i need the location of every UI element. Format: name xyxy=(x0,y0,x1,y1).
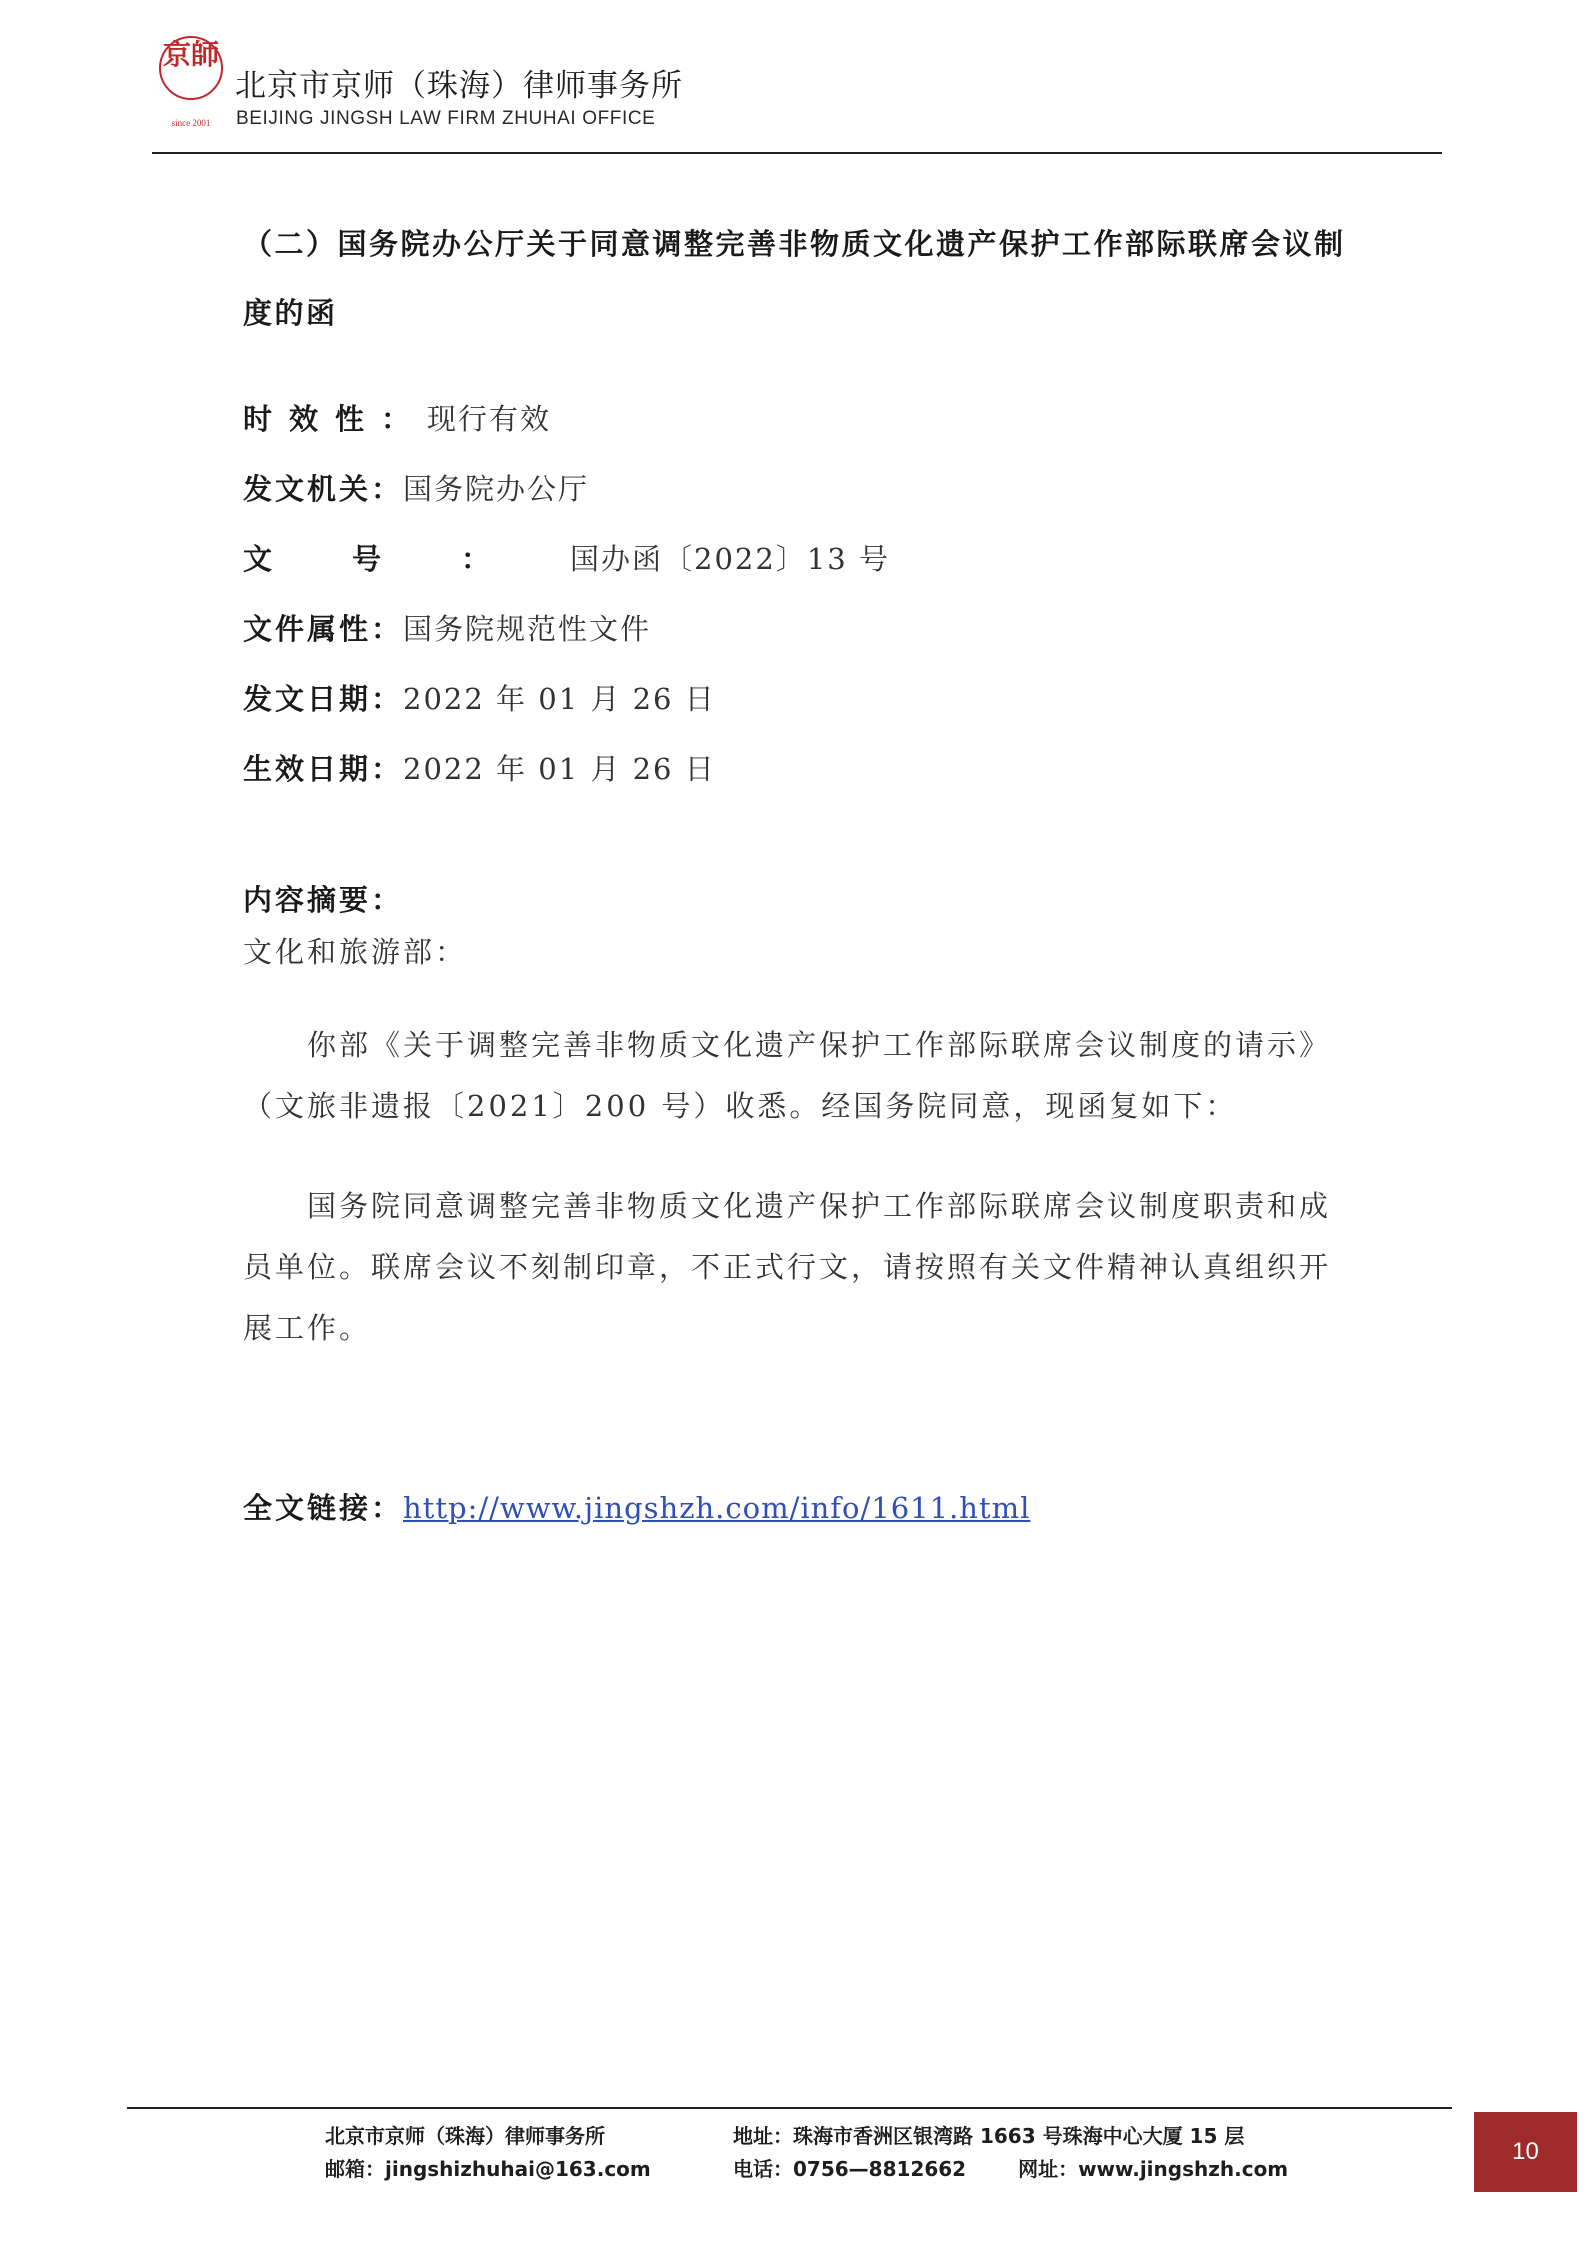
logo-mark-text: 京師 xyxy=(162,38,220,71)
meta-label: 文号： xyxy=(243,542,571,576)
meta-label: 发文日期： xyxy=(243,682,404,716)
document-body xyxy=(243,210,1353,1536)
logo-since-text: since 2001 xyxy=(171,118,211,128)
meta-row-issuer xyxy=(243,454,1353,524)
meta-label: 文件属性： xyxy=(243,612,404,646)
document-title: （二）国务院办公厅关于同意调整完善非物质文化遗产保护工作部际联席会议制度的函 xyxy=(243,227,1346,330)
meta-value: 2022 年 01 月 26 日 xyxy=(403,682,716,716)
body-paragraph: 你部《关于调整完善非物质文化遗产保护工作部际联席会议制度的请示》（文旅非遗报〔2021〕200 号）收悉。经国务院同意，现函复如下： xyxy=(243,1028,1332,1123)
meta-row-issue-date xyxy=(243,664,1353,734)
salutation: 文化和旅游部： xyxy=(243,935,468,969)
firm-logo-icon xyxy=(158,30,224,130)
document-metadata xyxy=(243,384,1353,804)
meta-value: 国务院办公厅 xyxy=(403,472,590,506)
meta-row-effective-date xyxy=(243,734,1353,804)
summary-heading: 内容摘要： xyxy=(243,883,404,917)
firm-name-cn: 北京市京师（珠海）律师事务所 xyxy=(235,68,683,104)
full-text-link-row xyxy=(243,1480,1353,1536)
footer-divider xyxy=(127,2107,1452,2109)
header-divider xyxy=(152,152,1442,154)
full-text-link-label: 全文链接： xyxy=(243,1491,404,1525)
meta-value: 国办函〔2022〕13 号 xyxy=(570,542,890,576)
footer-phone: 电话：0756—8812662 xyxy=(733,2157,967,2181)
meta-value: 国务院规范性文件 xyxy=(403,612,652,646)
meta-value: 2022 年 01 月 26 日 xyxy=(403,752,716,786)
meta-label: 发文机关： xyxy=(243,472,404,506)
page-number-badge xyxy=(1474,2112,1577,2192)
footer-right xyxy=(733,2120,1288,2186)
meta-row-doc-type xyxy=(243,594,1353,664)
page-number: 10 xyxy=(1512,2138,1539,2165)
meta-row-doc-number xyxy=(243,524,1353,594)
meta-label: 时效性： xyxy=(243,402,428,436)
firm-name-en: BEIJING JINGSH LAW FIRM ZHUHAI OFFICE xyxy=(236,108,656,129)
footer-website: 网址：www.jingshzh.com xyxy=(1018,2157,1289,2181)
meta-row-validity xyxy=(243,384,1353,454)
letterhead xyxy=(152,28,1442,153)
meta-value: 现行有效 xyxy=(427,402,552,436)
footer-firm-name: 北京市京师（珠海）律师事务所 xyxy=(325,2124,605,2148)
full-text-link[interactable]: http://www.jingshzh.com/info/1611.html xyxy=(403,1491,1031,1525)
footer-address: 地址：珠海市香洲区银湾路 1663 号珠海中心大厦 15 层 xyxy=(733,2124,1245,2148)
body-paragraph: 国务院同意调整完善非物质文化遗产保护工作部际联席会议制度职责和成员单位。联席会议不刻制印章，不正式行文，请按照有关文件精神认真组织开展工作。 xyxy=(243,1189,1332,1345)
footer-left xyxy=(325,2120,651,2186)
footer-email: 邮箱：jingshizhuhai@163.com xyxy=(325,2157,651,2181)
meta-label: 生效日期： xyxy=(243,752,404,786)
